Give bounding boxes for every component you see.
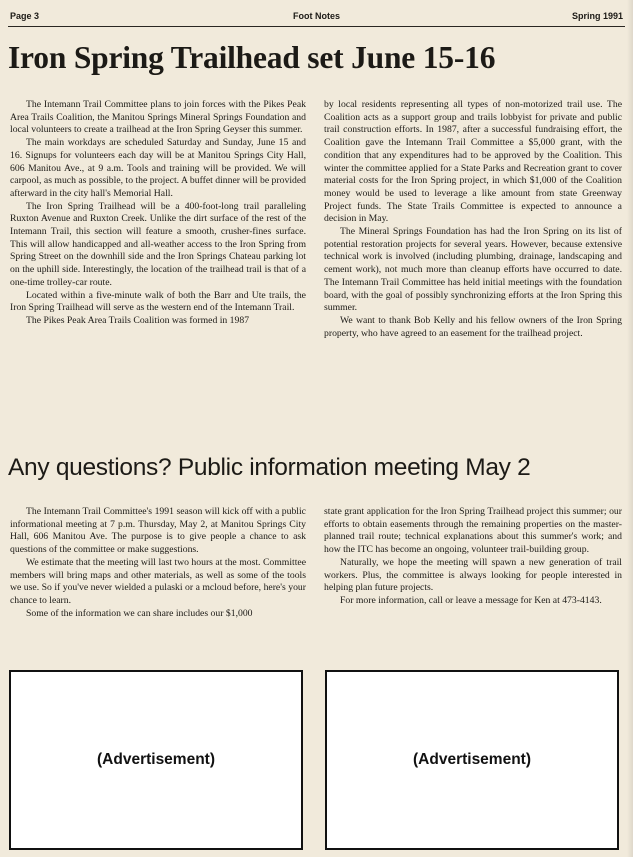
advertisement-right[interactable] bbox=[325, 670, 619, 850]
paragraph: The Iron Spring Trailhead will be a 400-foot-long trail paralleling Ruxton Avenue and Ruxton Creek. Unlike the dirt surface of the rest of the Intemann Trail, this section will feature a smooth, crusher-fines surface. This will allow handicapped and all-weather access to the Iron Spring from Spring Street on the downhill side and the Iron Springs Chateau parking lot on the uphill side. Interestingly, the location of the trailhead trail is that of a one-time trolley-car route. bbox=[10, 200, 306, 288]
paragraph: Located within a five-minute walk of both the Barr and Ute trails, the Iron Spring Trailhead will serve as the western end of the Intemann Trail. bbox=[10, 289, 306, 314]
page-number: Page 3 bbox=[10, 11, 40, 21]
advertisement-left[interactable] bbox=[9, 670, 303, 850]
story2-column-left bbox=[10, 506, 306, 620]
paragraph: The main workdays are scheduled Saturday and Sunday, June 15 and 16. Signups for volunteers each day will be at Manitou Springs City Hall, 606 Manitou Ave., at 9 a.m. Tools and training will be provided. We will carpool, as much as possible, to the project. A buffet dinner will be provided afterward in the city hall's Memorial Hall. bbox=[10, 137, 306, 199]
paragraph: The Intemann Trail Committee's 1991 season will kick off with a public informational meeting at 7 p.m. Thursday, May 2, at Manitou Springs City Hall, 606 Manitou Ave. The purpose is to give people a chance to ask questions of the committee or make suggestions. bbox=[10, 506, 306, 556]
paragraph: We want to thank Bob Kelly and his fellow owners of the Iron Spring property, who have agreed to an easement for the trailhead project. bbox=[324, 314, 622, 339]
paragraph: Some of the information we can share includes our $1,000 bbox=[26, 607, 253, 619]
page-edge-shadow bbox=[627, 0, 633, 857]
paragraph: The Intemann Trail Committee plans to join forces with the Pikes Peak Area Trails Coalition, the Manitou Springs Mineral Springs Foundation and local volunteers to create a trailhead at the Iron Spring Geyser this summer. bbox=[10, 99, 306, 136]
advertisement-label: (Advertisement) bbox=[97, 751, 215, 768]
story1-headline: Iron Spring Trailhead set June 15-16 bbox=[8, 40, 496, 75]
story1-column-left bbox=[10, 99, 306, 328]
newsletter-title: Foot Notes bbox=[293, 11, 340, 21]
advertisement-label: (Advertisement) bbox=[413, 751, 531, 768]
issue-date: Spring 1991 bbox=[571, 11, 623, 21]
story2-column-right bbox=[324, 506, 622, 608]
paragraph: Naturally, we hope the meeting will spawn a new generation of trail workers. Plus, the committee is always looking for people interested in helping plan future projects. bbox=[324, 556, 622, 594]
paragraph: state grant application for the Iron Spring Trailhead project this summer; our efforts to obtain easements through the remaining properties on the master-planned trail route; technical explanations about this summer's work; and how the ITC has become an ongoing, volunteer trail-building group. bbox=[324, 506, 622, 556]
paragraph: For more information, call or leave a message for Ken at 473-4143. bbox=[340, 594, 602, 606]
paragraph: We estimate that the meeting will last two hours at the most. Committee members will bring maps and other materials, as well as some of the tools we use. So if you've never wielded a pulaski or a mcloud before, here's your chance to learn. bbox=[10, 556, 306, 606]
story1-column-right bbox=[324, 99, 622, 340]
paragraph: The Mineral Springs Foundation has had the Iron Spring on its list of potential restoration projects for several years. However, because extensive technical work is involved (including plumbing, drainage, landscaping and cement work), not much more than cleanup efforts have occurred to date. The Intemann Trail Committee has held initial meetings with the foundation board, with the goal of possibly synchronizing efforts at the Iron Spring this summer. bbox=[324, 226, 622, 314]
story2-headline: Any questions? Public information meeting May 2 bbox=[8, 454, 531, 481]
paragraph: The Pikes Peak Area Trails Coalition was formed in 1987 bbox=[26, 314, 250, 326]
paragraph: by local residents representing all types of non-motorized trail use. The Coalition acts as a support group and trails lobbyist for private and public trail construction efforts. In 1987, after a successful fundraising effort, the Coalition gave the Intemann Trail Committee a $5,000 grant, with the condition that any expenditures had to be approved by the Coalition. This winter the committee applied for a State Parks and Recreation grant to cover material costs for the Iron Spring project, in which $1,000 of the Coalition money would be used to leverage a like amount from state Greenway Project funds. The State Trails Committee is expected to announce a decision in May. bbox=[324, 99, 622, 225]
page-header bbox=[8, 8, 625, 27]
